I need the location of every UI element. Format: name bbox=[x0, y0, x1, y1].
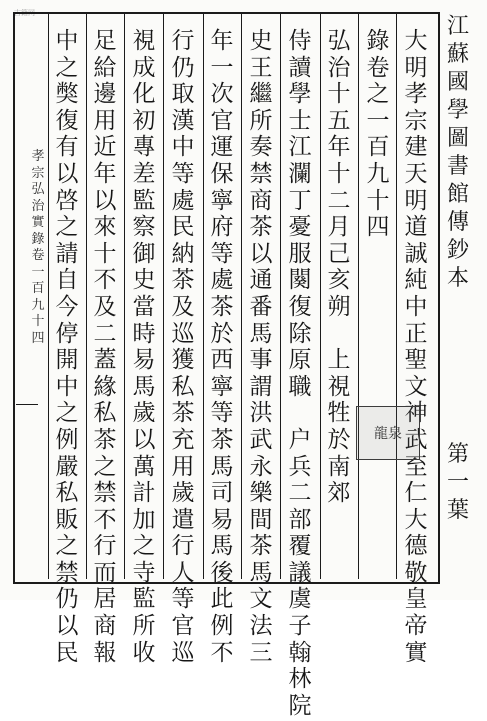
text-column-8-char: 收 bbox=[132, 639, 156, 666]
text-column-10-char: 之 bbox=[55, 400, 79, 427]
text-column-9-char: 行 bbox=[93, 533, 117, 560]
text-column-10-char: 之 bbox=[55, 533, 79, 560]
margin-rule bbox=[16, 404, 38, 405]
text-column-3-char: 治 bbox=[327, 54, 351, 81]
text-column-9-char: 以 bbox=[93, 187, 117, 214]
text-column-10-char: 中 bbox=[55, 373, 79, 400]
text-column-9-char: 年 bbox=[93, 160, 117, 187]
text-column-5-char: 王 bbox=[249, 54, 273, 81]
text-column-8 bbox=[131, 30, 157, 668]
text-column-6-char: 次 bbox=[210, 81, 234, 108]
text-column-7-char: 遣 bbox=[171, 506, 195, 533]
text-column-5-char: 洪 bbox=[249, 400, 273, 427]
text-column-10-char: 請 bbox=[55, 240, 79, 267]
text-column-4-char: 侍 bbox=[288, 28, 312, 54]
text-column-5 bbox=[248, 30, 274, 668]
text-column-4-char: 議 bbox=[288, 559, 312, 586]
text-column-9 bbox=[92, 30, 118, 668]
book-title-char: 館 bbox=[446, 182, 469, 207]
text-column-5-char: 事 bbox=[249, 347, 273, 374]
text-column-3-char: 年 bbox=[327, 134, 351, 161]
text-column-1-char: 宗 bbox=[404, 107, 428, 134]
text-column-1-char: 聖 bbox=[404, 347, 428, 374]
text-column-6-char: 等 bbox=[210, 400, 234, 427]
margin-title-char: 治 bbox=[31, 198, 45, 214]
column-rule bbox=[320, 14, 321, 579]
text-column-10-char: 民 bbox=[55, 639, 79, 666]
text-column-8-char: 監 bbox=[132, 586, 156, 613]
text-column-10-char: 仍 bbox=[55, 586, 79, 613]
text-column-4-char: 士 bbox=[288, 107, 312, 134]
text-column-6-char: 馬 bbox=[210, 453, 234, 480]
book-title-char: 蘇 bbox=[446, 42, 469, 67]
text-column-7-char: 納 bbox=[171, 240, 195, 267]
text-column-5-char: 法 bbox=[249, 613, 273, 640]
text-column-7-char: 仍 bbox=[171, 54, 195, 81]
text-column-4-char: 部 bbox=[288, 506, 312, 533]
text-column-3-char: 己 bbox=[327, 240, 351, 267]
text-column-7-char: 茶 bbox=[171, 400, 195, 427]
text-column-8-char: 寺 bbox=[132, 559, 156, 586]
text-column-1-char: 神 bbox=[404, 400, 428, 427]
book-title-char: 本 bbox=[446, 266, 469, 291]
text-column-1-char: 文 bbox=[404, 373, 428, 400]
text-column-10-char: 嚴 bbox=[55, 453, 79, 480]
text-column-4-char: 虞 bbox=[288, 586, 312, 613]
text-column-9-char: 給 bbox=[93, 54, 117, 81]
text-column-7-char: 取 bbox=[171, 81, 195, 108]
text-column-6-char: 馬 bbox=[210, 533, 234, 560]
book-title-char: 傳 bbox=[446, 210, 469, 235]
text-column-9-char: 報 bbox=[93, 639, 117, 666]
text-column-3-char: 五 bbox=[327, 107, 351, 134]
text-column-10-char: 之 bbox=[55, 54, 79, 81]
text-column-7-char: 行 bbox=[171, 533, 195, 560]
text-column-7-char: 私 bbox=[171, 373, 195, 400]
text-column-6 bbox=[209, 30, 235, 668]
text-column-9-char: 來 bbox=[93, 214, 117, 241]
text-column-10-char: 啓 bbox=[55, 187, 79, 214]
text-column-4-char: 丁 bbox=[288, 187, 312, 214]
text-column-4-char: 闋 bbox=[288, 267, 312, 294]
text-column-4-char: 林 bbox=[288, 666, 312, 693]
text-column-7-char: 用 bbox=[171, 453, 195, 480]
text-column-3-char: 月 bbox=[327, 214, 351, 241]
text-column-10-char: 禁 bbox=[55, 559, 79, 586]
text-column-7-char: 官 bbox=[171, 613, 195, 640]
book-title-char: 國 bbox=[446, 70, 469, 95]
text-column-7 bbox=[170, 30, 196, 668]
text-column-4-char: 覆 bbox=[288, 533, 312, 560]
text-column-5-char: 三 bbox=[249, 639, 273, 666]
text-column-5-char: 武 bbox=[249, 426, 273, 453]
text-column-10-char: 有 bbox=[55, 134, 79, 161]
text-column-5-char: 謂 bbox=[249, 373, 273, 400]
margin-title-char: 十 bbox=[31, 314, 45, 329]
text-column-9-char: 足 bbox=[93, 28, 117, 54]
text-column-7-char: 及 bbox=[171, 293, 195, 320]
text-column-5-char: 以 bbox=[249, 240, 273, 267]
text-column-4-char: 兵 bbox=[288, 453, 312, 480]
text-column-6-char: 寧 bbox=[210, 187, 234, 214]
text-column-9-char: 近 bbox=[93, 134, 117, 161]
text-column-10-char: 私 bbox=[55, 480, 79, 507]
text-column-8-char: 御 bbox=[132, 240, 156, 267]
text-column-7-char: 中 bbox=[171, 134, 195, 161]
column-rule bbox=[48, 14, 49, 579]
text-column-1-char: 明 bbox=[404, 54, 428, 81]
text-column-4-char: 除 bbox=[288, 320, 312, 347]
text-column-3 bbox=[326, 30, 352, 509]
text-column-1-char: 德 bbox=[404, 533, 428, 560]
text-column-3-char: 朔 bbox=[327, 293, 351, 320]
book-title-char: 學 bbox=[446, 98, 469, 123]
text-column-2-char: 十 bbox=[366, 187, 390, 214]
text-column-10 bbox=[54, 30, 80, 668]
text-column-4-char: 讀 bbox=[288, 54, 312, 81]
text-column-7-char: 獲 bbox=[171, 347, 195, 374]
text-column-1-char: 誠 bbox=[404, 240, 428, 267]
book-title-char: 書 bbox=[446, 154, 469, 179]
text-column-4-char: 服 bbox=[288, 240, 312, 267]
text-column-6-char: 西 bbox=[210, 347, 234, 374]
text-column-4-char: 憂 bbox=[288, 214, 312, 241]
margin-title bbox=[30, 150, 46, 348]
text-column-9-char: 及 bbox=[93, 293, 117, 320]
text-column-2 bbox=[365, 30, 391, 243]
text-column-6-char: 茶 bbox=[210, 293, 234, 320]
text-column-8-char: 萬 bbox=[132, 453, 156, 480]
book-title-char: 鈔 bbox=[446, 238, 469, 263]
text-column-1-char: 實 bbox=[404, 639, 428, 666]
text-column-6-char: 不 bbox=[210, 639, 234, 666]
text-column-7-char: 處 bbox=[171, 187, 195, 214]
column-rule bbox=[163, 14, 164, 579]
text-column-5-char: 通 bbox=[249, 267, 273, 294]
text-column-5-char: 番 bbox=[249, 293, 273, 320]
text-column-7-char: 行 bbox=[171, 28, 195, 54]
text-column-5-char: 馬 bbox=[249, 320, 273, 347]
text-column-8-char: 以 bbox=[132, 426, 156, 453]
text-column-8-char: 差 bbox=[132, 160, 156, 187]
margin-title-char: 錄 bbox=[31, 231, 45, 247]
text-column-6-char: 年 bbox=[210, 28, 234, 54]
text-column-3-char: 牲 bbox=[327, 400, 351, 427]
column-rule bbox=[358, 14, 359, 579]
text-column-4-char: 户 bbox=[288, 426, 312, 453]
text-column-10-char: 以 bbox=[55, 160, 79, 187]
text-column-3-char: 弘 bbox=[327, 28, 351, 54]
column-rule bbox=[203, 14, 204, 579]
column-rule bbox=[280, 14, 281, 579]
text-column-6-char: 運 bbox=[210, 134, 234, 161]
text-column-6-char: 等 bbox=[210, 240, 234, 267]
leaf-number-char: 葉 bbox=[446, 498, 469, 523]
text-column-5-char: 馬 bbox=[249, 559, 273, 586]
text-column-5-char: 間 bbox=[249, 506, 273, 533]
text-column-9-char: 緣 bbox=[93, 373, 117, 400]
text-column-8-char: 視 bbox=[132, 28, 156, 54]
text-column-6-char: 例 bbox=[210, 613, 234, 640]
text-column-6-char: 此 bbox=[210, 586, 234, 613]
margin-title-char: 實 bbox=[31, 215, 45, 230]
text-column-10-char: 復 bbox=[55, 107, 79, 134]
text-column-10-char: 販 bbox=[55, 506, 79, 533]
text-column-6-char: 易 bbox=[210, 506, 234, 533]
leaf-number bbox=[445, 444, 471, 528]
text-column-1-char: 道 bbox=[404, 214, 428, 241]
text-column-5-char: 奏 bbox=[249, 134, 273, 161]
text-column-9-char: 居 bbox=[93, 586, 117, 613]
text-column-3-char: 二 bbox=[327, 187, 351, 214]
text-column-10-char: 之 bbox=[55, 214, 79, 241]
text-column-3-char: 上 bbox=[327, 347, 351, 374]
text-column-1-char: 敬 bbox=[404, 559, 428, 586]
text-column-1-char: 孝 bbox=[404, 81, 428, 108]
text-column-3-char: 十 bbox=[327, 81, 351, 108]
text-column-6-char: 後 bbox=[210, 559, 234, 586]
text-column-10-char: 中 bbox=[55, 28, 79, 54]
text-column-7-char: 等 bbox=[171, 160, 195, 187]
text-column-2-char: 百 bbox=[366, 134, 390, 161]
text-column-9-char: 茶 bbox=[93, 426, 117, 453]
text-column-6-char: 於 bbox=[210, 320, 234, 347]
margin-title-char: 卷 bbox=[31, 248, 45, 263]
text-column-5-char: 永 bbox=[249, 453, 273, 480]
text-column-9-char: 不 bbox=[93, 267, 117, 294]
text-column-8-char: 歲 bbox=[132, 400, 156, 427]
collector-seal bbox=[356, 406, 420, 460]
text-column-9-char: 不 bbox=[93, 506, 117, 533]
text-column-7-char: 茶 bbox=[171, 267, 195, 294]
text-column-10-char: 自 bbox=[55, 267, 79, 294]
text-column-3-char bbox=[326, 323, 352, 350]
text-column-9-char: 私 bbox=[93, 400, 117, 427]
text-column-4-char: 瀾 bbox=[288, 160, 312, 187]
text-column-8-char: 之 bbox=[132, 533, 156, 560]
text-column-5-char: 商 bbox=[249, 187, 273, 214]
margin-title-char: 四 bbox=[31, 330, 45, 346]
text-column-8-char: 計 bbox=[132, 480, 156, 507]
text-column-10-char: 停 bbox=[55, 320, 79, 347]
book-title-char: 圖 bbox=[446, 126, 469, 151]
text-column-10-char: 例 bbox=[55, 426, 79, 453]
text-column-8-char: 專 bbox=[132, 134, 156, 161]
margin-title-char: 一 bbox=[31, 264, 45, 280]
text-column-2-char: 九 bbox=[366, 160, 390, 187]
seal-text: 龍泉 bbox=[374, 426, 402, 442]
text-column-3-char: 視 bbox=[327, 373, 351, 400]
text-column-9-char: 蓋 bbox=[93, 347, 117, 374]
text-column-3-char: 亥 bbox=[327, 267, 351, 294]
text-column-5-char: 茶 bbox=[249, 214, 273, 241]
text-column-4-char: 翰 bbox=[288, 639, 312, 666]
book-title bbox=[445, 16, 471, 296]
text-column-1-char: 天 bbox=[404, 160, 428, 187]
text-column-6-char: 府 bbox=[210, 214, 234, 241]
text-column-5-char: 繼 bbox=[249, 81, 273, 108]
text-column-7-char: 等 bbox=[171, 586, 195, 613]
text-column-6-char: 寧 bbox=[210, 373, 234, 400]
text-column-10-char: 開 bbox=[55, 347, 79, 374]
text-column-10-char: 今 bbox=[55, 293, 79, 320]
leaf-number-char: 一 bbox=[446, 470, 469, 495]
text-column-8-char: 化 bbox=[132, 81, 156, 108]
text-column-1 bbox=[403, 30, 429, 668]
text-column-2-char: 一 bbox=[366, 107, 390, 134]
text-column-6-char: 處 bbox=[210, 267, 234, 294]
text-column-2-char: 之 bbox=[366, 81, 390, 108]
margin-title-char: 九 bbox=[31, 297, 45, 313]
book-title-char: 江 bbox=[446, 14, 469, 39]
text-column-3-char: 於 bbox=[327, 426, 351, 453]
text-column-8-char: 馬 bbox=[132, 373, 156, 400]
text-column-7-char: 人 bbox=[171, 559, 195, 586]
column-rule bbox=[241, 14, 242, 579]
text-column-7-char: 充 bbox=[171, 426, 195, 453]
text-column-6-char: 官 bbox=[210, 107, 234, 134]
text-column-10-char: 獘 bbox=[55, 81, 79, 108]
text-column-4-char: 二 bbox=[288, 480, 312, 507]
text-column-7-char: 民 bbox=[171, 214, 195, 241]
text-column-5-char: 禁 bbox=[249, 160, 273, 187]
text-column-1-char: 正 bbox=[404, 320, 428, 347]
text-column-9-char: 而 bbox=[93, 559, 117, 586]
text-column-7-char: 歲 bbox=[171, 480, 195, 507]
text-column-5-char: 茶 bbox=[249, 533, 273, 560]
margin-title-char: 弘 bbox=[31, 182, 45, 197]
text-column-3-char: 郊 bbox=[327, 480, 351, 507]
column-rule bbox=[396, 14, 397, 579]
text-column-4-char: 院 bbox=[288, 692, 312, 719]
column-rule bbox=[86, 14, 87, 579]
text-column-9-char: 邊 bbox=[93, 81, 117, 108]
text-column-4 bbox=[287, 30, 313, 721]
text-column-4-char: 復 bbox=[288, 293, 312, 320]
text-column-8-char: 時 bbox=[132, 320, 156, 347]
text-column-8-char: 當 bbox=[132, 293, 156, 320]
text-column-2-char: 四 bbox=[366, 214, 390, 241]
text-column-9-char: 商 bbox=[93, 613, 117, 640]
text-column-10-char: 以 bbox=[55, 613, 79, 640]
text-column-6-char: 一 bbox=[210, 54, 234, 81]
text-column-1-char: 皇 bbox=[404, 586, 428, 613]
text-column-1-char: 明 bbox=[404, 187, 428, 214]
margin-title-char: 百 bbox=[31, 281, 45, 296]
text-column-3-char: 南 bbox=[327, 453, 351, 480]
text-column-8-char: 所 bbox=[132, 613, 156, 640]
text-column-1-char: 建 bbox=[404, 134, 428, 161]
text-column-9-char: 用 bbox=[93, 107, 117, 134]
text-column-1-char: 中 bbox=[404, 293, 428, 320]
text-column-4-char: 學 bbox=[288, 81, 312, 108]
text-column-1-char: 武 bbox=[404, 426, 428, 453]
text-column-1-char: 大 bbox=[404, 506, 428, 533]
text-column-9-char: 禁 bbox=[93, 480, 117, 507]
text-column-2-char: 卷 bbox=[366, 54, 390, 81]
text-column-8-char: 易 bbox=[132, 347, 156, 374]
text-column-1-char: 純 bbox=[404, 267, 428, 294]
text-column-5-char: 樂 bbox=[249, 480, 273, 507]
text-column-4-char: 子 bbox=[288, 613, 312, 640]
text-column-8-char: 史 bbox=[132, 267, 156, 294]
text-column-8-char: 成 bbox=[132, 54, 156, 81]
text-column-5-char: 史 bbox=[249, 28, 273, 54]
text-column-2-char: 錄 bbox=[366, 28, 390, 54]
text-column-5-char: 所 bbox=[249, 107, 273, 134]
text-column-4-char bbox=[287, 402, 313, 429]
column-rule bbox=[124, 14, 125, 579]
text-column-1-char: 大 bbox=[404, 28, 428, 54]
text-column-8-char: 監 bbox=[132, 187, 156, 214]
text-column-3-char: 十 bbox=[327, 160, 351, 187]
text-column-6-char: 茶 bbox=[210, 426, 234, 453]
text-column-8-char: 加 bbox=[132, 506, 156, 533]
text-column-8-char: 初 bbox=[132, 107, 156, 134]
text-column-1-char: 至 bbox=[404, 453, 428, 480]
text-column-5-char: 文 bbox=[249, 586, 273, 613]
text-column-6-char: 保 bbox=[210, 160, 234, 187]
margin-title-char: 宗 bbox=[31, 165, 45, 181]
text-column-6-char: 司 bbox=[210, 480, 234, 507]
text-column-7-char: 巡 bbox=[171, 320, 195, 347]
text-column-9-char: 二 bbox=[93, 320, 117, 347]
margin-title-char: 孝 bbox=[31, 149, 45, 164]
text-column-1-char: 仁 bbox=[404, 480, 428, 507]
text-column-7-char: 漢 bbox=[171, 107, 195, 134]
text-column-8-char: 察 bbox=[132, 214, 156, 241]
text-column-9-char: 之 bbox=[93, 453, 117, 480]
text-column-4-char: 江 bbox=[288, 134, 312, 161]
text-column-4-char: 原 bbox=[288, 347, 312, 374]
text-column-1-char: 帝 bbox=[404, 613, 428, 640]
text-column-4-char: 職 bbox=[288, 373, 312, 400]
watermark: 古籍网 bbox=[14, 9, 35, 17]
text-column-7-char: 巡 bbox=[171, 639, 195, 666]
text-column-9-char: 十 bbox=[93, 240, 117, 267]
leaf-number-char: 第 bbox=[446, 442, 469, 467]
